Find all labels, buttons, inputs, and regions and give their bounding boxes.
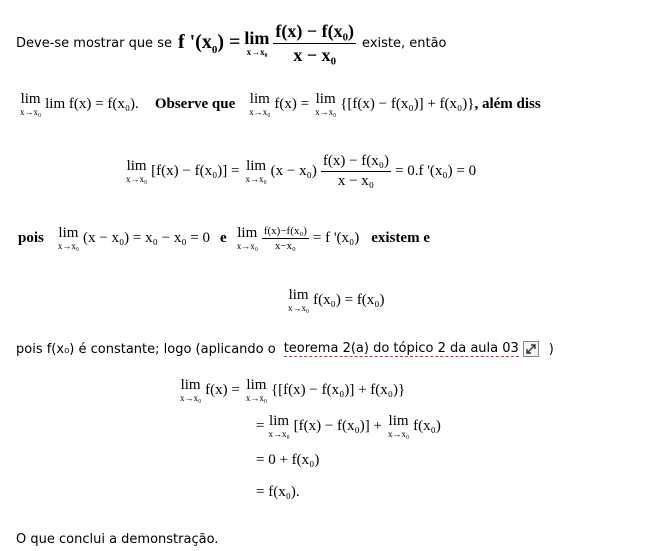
limit-operator: lim x→x₀: [57, 224, 79, 251]
theorem-link[interactable]: teorema 2(a) do tópico 2 da aula 03: [283, 341, 519, 356]
continuity-line: [20, 86, 541, 122]
line2-expr-c: {[f(x) − f(x₀)] + f(x₀)}: [340, 95, 475, 112]
limit-operator: lim x→x₀: [245, 376, 267, 403]
line6-text: pois f(x₀) é constante; logo (aplicando o: [16, 341, 276, 357]
line3-expr-b: (x − x₀): [270, 162, 317, 179]
existem-text: existem e: [371, 229, 430, 246]
line5-expr: f(x₀) = f(x₀): [313, 291, 385, 308]
intro-line: [16, 18, 447, 68]
line3-expr-a: [f(x) − f(x₀)] =: [151, 162, 240, 179]
observe-text: Observe que: [154, 95, 236, 112]
eq-row-1: [180, 372, 441, 408]
intro-prefix: Deve-se mostrar que se: [16, 35, 172, 51]
limit-operator: lim x→x₀: [387, 412, 410, 439]
eq-r2-b: [f(x) − f(x₀)] +: [293, 417, 382, 434]
limit-operator: lim x→x₀: [244, 28, 270, 57]
eq-row-4: [256, 476, 441, 508]
product-limit-line: [126, 148, 476, 194]
limit-operator: lim x→x₀: [288, 286, 310, 313]
limit-operator: lim x→x₀: [249, 90, 271, 117]
limit-operator: lim x→x₀: [315, 90, 337, 117]
existence-line: [18, 218, 430, 258]
limit-operator: lim x→x₀: [236, 224, 258, 251]
intro-suffix: existe, então: [362, 35, 447, 51]
eq-r1-lhs: f(x) =: [205, 381, 240, 398]
eq-r1-rhs: {[f(x) − f(x₀)] + f(x₀)}: [270, 381, 406, 398]
eq-r2-eq: =: [256, 417, 265, 434]
e-text: e: [220, 229, 227, 246]
expand-icon[interactable]: [523, 341, 539, 357]
line2-expr-b: f(x) =: [274, 95, 310, 112]
close-paren: ): [548, 341, 554, 357]
difference-quotient-small: $\frac{\text{f(x)−f(x₀)}}{\text{x−x₀}}$: [263, 224, 307, 252]
line2-trail: , além diss: [474, 95, 541, 112]
aligned-equations: [180, 372, 441, 508]
difference-quotient: $\frac{\text{f(x) − f(x₀)}}{\text{x − x₀}}$: [275, 20, 355, 65]
eq-row-3: [256, 444, 441, 476]
limit-operator: lim x→x₀: [245, 157, 267, 184]
eq-r2-c: f(x₀): [413, 417, 441, 434]
eq-r4: = f(x₀).: [256, 483, 300, 500]
eq-row-2: [256, 408, 441, 444]
difference-quotient: $\frac{\text{f(x) − f(x₀)}}{\text{x − x₀}}$: [322, 152, 389, 189]
constant-limit-line: [288, 282, 385, 318]
limit-operator: lim x→x₀: [180, 376, 202, 403]
limit-operator: lim x→x₀: [20, 90, 42, 117]
line3-expr-c: = 0.f '(x₀) = 0: [395, 162, 477, 179]
pois-text: pois: [18, 229, 44, 246]
eq-r3: = 0 + f(x₀): [256, 451, 320, 468]
line2-expr: lim f(x) = f(x₀).: [45, 95, 139, 112]
line4-expr-b: = f '(x₀): [312, 229, 360, 246]
limit-operator: lim x→x₀: [126, 157, 148, 184]
limit-operator: lim x→x₀: [268, 412, 290, 439]
theorem-line: [16, 339, 554, 359]
conclusion-text: O que conclui a demonstração.: [16, 532, 219, 547]
line4-expr-a: (x − x₀) = x₀ − x₀ = 0: [83, 229, 211, 246]
derivative-lhs: f '$(x_0)$ =: [177, 30, 241, 56]
